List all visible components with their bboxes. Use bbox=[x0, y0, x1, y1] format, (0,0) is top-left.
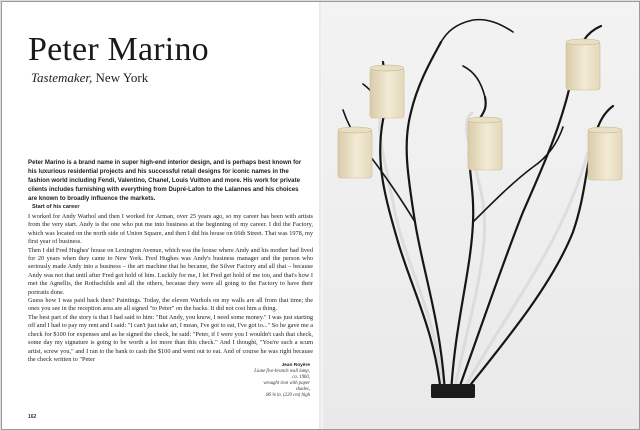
body-paragraph-1: I worked for Andy Warhol and then I worked for Arman, over 25 years ago, so my career has been with artists from the very start. Andy is the one who put me into business at the beginning of my career. I did the Factory, which was located on the north side of Union Square, and then I did his house on 66th Street. That was 1978, my first year of business. bbox=[28, 213, 313, 246]
left-page bbox=[2, 2, 320, 429]
shade-mid-left bbox=[338, 127, 372, 178]
caption-line-3: 86 ⅝ in. (220 cm) high bbox=[266, 393, 310, 398]
subtitle-city: New York bbox=[92, 70, 149, 85]
shade-right bbox=[588, 127, 622, 180]
book-spread bbox=[1, 1, 640, 430]
subtitle bbox=[31, 70, 148, 86]
caption-line-1: Liane five-branch wall lamp, ca. 1960, bbox=[254, 369, 310, 380]
right-page bbox=[323, 2, 639, 429]
shade-top-right bbox=[566, 39, 600, 90]
intro-paragraph: Peter Marino is a brand name in super high-end interior design, and is perhaps best known for his luxurious residential projects and his successful retail designs for iconic names in the fashion world including Fendi, Valentino, Chanel, Louis Vuitton and more. His work for private clients includes furnishing with everything from Dupré-Lafon to the Lalannes and his choices are known to broadly influence the markets. bbox=[28, 159, 302, 202]
lamp-base bbox=[431, 384, 475, 398]
section-heading: Start of his career bbox=[32, 204, 80, 210]
page-title: Peter Marino bbox=[28, 31, 209, 68]
body-paragraph-4: The best part of the story is that I had said to him: "But Andy, you know, I need some money." I was just starting off and I had to pay my rent and I said: "I can't just take art, I mean, I've got to eat, I've got to..." So he gave me a check for $100 for expenses and as he signed the check, he said: "Peter, if I were you I wouldn't cash that check, some day my signature is going to be worth a lot more than this check." And I thought, "You're such a scum artist, screw you," and I ran to the bank to cash the $100 and went out to eat. And of course he was right because the check written to "Peter bbox=[28, 313, 313, 363]
body-text bbox=[28, 213, 313, 364]
subtitle-role: Tastemaker, bbox=[31, 70, 93, 85]
image-caption bbox=[254, 363, 310, 399]
body-paragraph-2: Then I did Fred Hughes' house on Lexington Avenue, which was the house where Andy and his mother had lived for 20 years when they came to New York. Fred Hughes was Andy's business manager and the person who seriously made Andy into a business – the art machine that he became, the Silver Factory and all that – because Andy was not that until after Fred got hold of him. Luckily for me, I let Fred get hold of me too, and that's how I met the Agnellis, the Rothschilds and all the others, because they were all going to the Factory to have their portraits done. bbox=[28, 246, 313, 296]
caption-line-2: wrought iron with paper shades, bbox=[263, 381, 310, 392]
page-number: 162 bbox=[28, 414, 37, 420]
body-paragraph-3: Guess how I was paid back then? Paintings. Today, the eleven Warhols on my walls are all from that time; the ones you see in the reception area are all signed "to Peter" on the backs. It did not cost him a thing. bbox=[28, 297, 313, 313]
shade-top-left bbox=[370, 65, 404, 118]
shade-center bbox=[468, 117, 502, 170]
caption-title: Jean Royère bbox=[281, 363, 310, 368]
wall-lamp-photo bbox=[323, 2, 639, 429]
